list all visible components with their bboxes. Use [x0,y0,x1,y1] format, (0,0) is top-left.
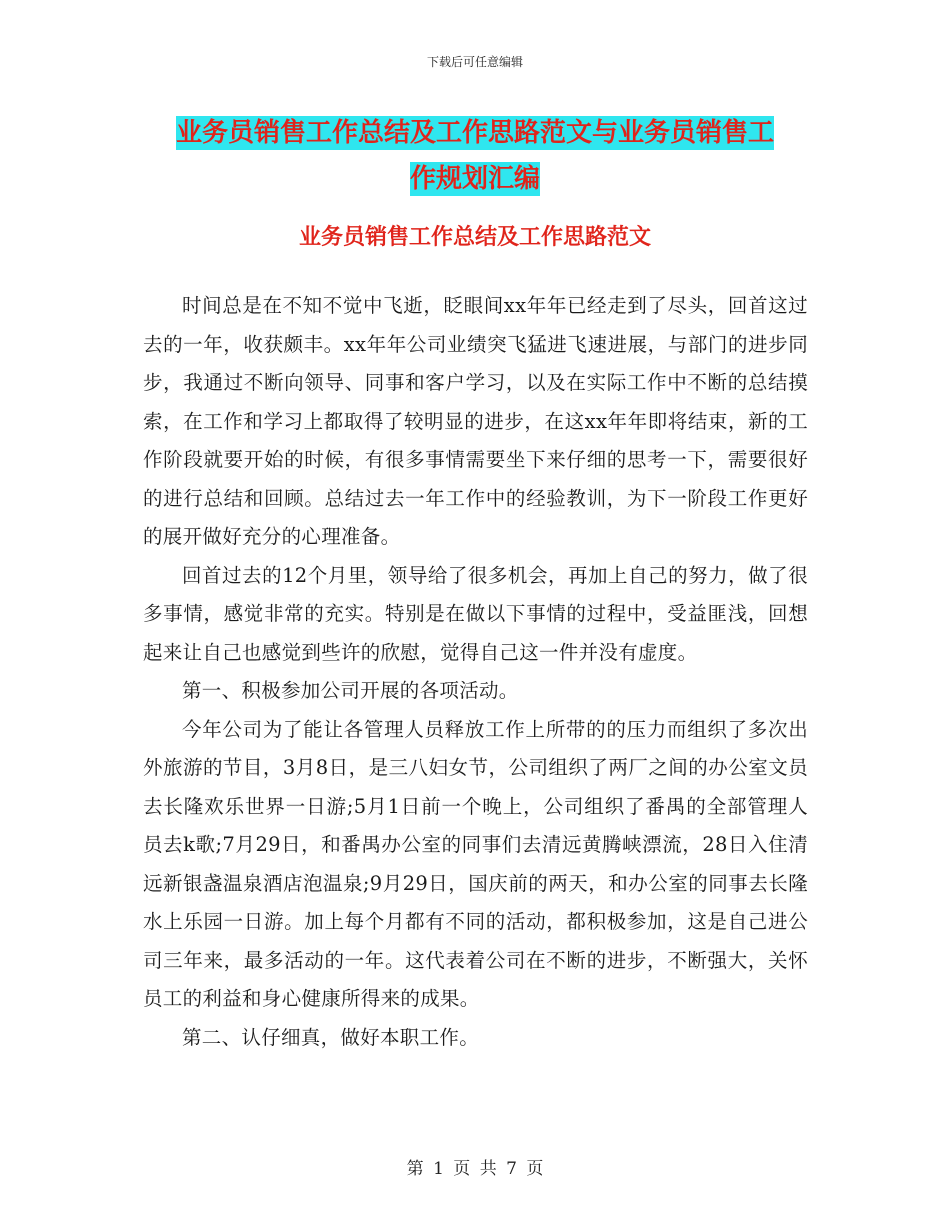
paragraph: 时间总是在不知不觉中飞逝，眨眼间xx年年已经走到了尽头，回首这过去的一年，收获颇丰。xx年年公司业绩突飞猛进飞速进展，与部门的进步同步，我通过不断向领导、同事和客户学习，以及在实际工作中不断的总结摸索，在工作和学习上都取得了较明显的进步，在这xx年年即将结束，新的工作阶段就要开始的时候，有很多事情需要坐下来仔细的思考一下，需要很好的进行总结和回顾。总结过去一年工作中的经验教训，为下一阶段工作更好的展开做好充分的心理准备。 [143,294,808,548]
paragraph: 回首过去的12个月里，领导给了很多机会，再加上自己的努力，做了很多事情，感觉非常的充实。特别是在做以下事情的过程中，受益匪浅，回想起来让自己也感觉到些许的欣慰，觉得自己这一件并没有虚度。 [143,563,808,664]
paragraph: 今年公司为了能让各管理人员释放工作上所带的的压力而组织了多次出外旅游的节目，3月8日，是三八妇女节，公司组织了两厂之间的办公室文员去长隆欢乐世界一日游;5月1日前一个晚上，公司组织了番禺的全部管理人员去k歌;7月29日，和番禺办公室的同事们去清远黄腾峡漂流，28日入住清远新银盏温泉酒店泡温泉;9月29日，国庆前的两天，和办公室的同事去长隆水上乐园一日游。加上每个月都有不同的活动，都积极参加，这是自己进公司三年来，最多活动的一年。这代表着公司在不断的进步，不断强大，关怀员工的利益和身心健康所得来的成果。 [143,717,808,1010]
paragraph: 第二、认仔细真，做好本职工作。 [182,1025,480,1049]
title-line-1: 业务员销售工作总结及工作思路范文与业务员销售工 [175,118,774,148]
body-text [143,287,808,1057]
document-title [140,110,810,202]
section-title: 业务员销售工作总结及工作思路范文 [298,225,651,250]
header-note: 下载后可任意编辑 [426,55,523,69]
paragraph: 第一、积极参加公司开展的各项活动。 [182,679,519,702]
title-line-2: 作规划汇编 [409,164,540,194]
page-footer: 第 1 页 共 7 页 [406,1159,544,1179]
